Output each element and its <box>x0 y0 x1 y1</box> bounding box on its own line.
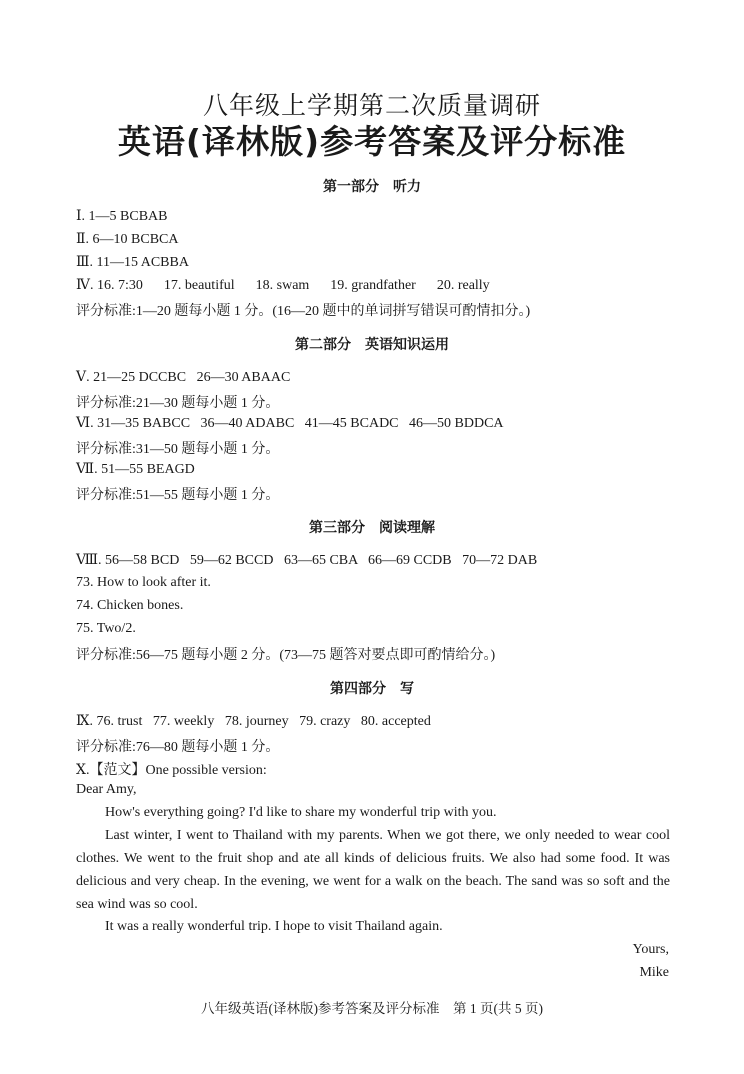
essay-paragraph: Last winter, I went to Thailand with my parents. When we got there, we only needed to wear cool clothes. We went to the fruit shop and ate all kinds of delicious fruits. We also had some food. It was delicious and very cheap. In the evening, we went for a walk on the beach. The sand was so soft and the sea wind was so cool. <box>76 828 670 912</box>
answer-line: Ⅳ. 16. 7:30 17. beautiful 18. swam 19. grandfather 20. really <box>76 278 490 293</box>
answer-line: 73. How to look after it. <box>76 575 211 590</box>
letter-closing: Yours, <box>632 942 669 957</box>
model-essay-label: Ⅹ.【范文】One possible version: <box>76 763 267 778</box>
answer-line: Ⅶ. 51—55 BEAGD <box>76 462 195 477</box>
document-title-line1: 八年级上学期第二次质量调研 <box>202 93 541 120</box>
page-footer: 八年级英语(译林版)参考答案及评分标准 第 1 页(共 5 页) <box>201 1001 543 1016</box>
letter-signature: Mike <box>639 965 669 980</box>
scoring-criteria: 评分标准:76—80 题每小题 1 分。 <box>76 740 280 755</box>
answer-line: Ⅲ. 11—15 ACBBA <box>76 255 189 270</box>
answer-line: Ⅱ. 6—10 BCBCA <box>76 232 179 247</box>
answer-line: 75. Two/2. <box>76 621 136 636</box>
answer-line: 74. Chicken bones. <box>76 598 184 613</box>
scoring-criteria: 评分标准:1—20 题每小题 1 分。(16—20 题中的单词拼写错误可酌情扣分。) <box>76 304 531 319</box>
answer-line: Ⅵ. 31—35 BABCC 36—40 ADABC 41—45 BCADC 46—50 BDDCA <box>76 416 504 431</box>
section-heading-writing: 第四部分 写 <box>330 681 414 697</box>
scoring-criteria: 评分标准:31—50 题每小题 1 分。 <box>76 442 280 457</box>
scoring-criteria: 评分标准:21—30 题每小题 1 分。 <box>76 396 280 411</box>
answer-line: Ⅰ. 1—5 BCBAB <box>76 209 168 224</box>
scoring-criteria: 评分标准:56—75 题每小题 2 分。(73—75 题答对要点即可酌情给分。) <box>76 648 496 663</box>
section-heading-language-use: 第二部分 英语知识运用 <box>295 337 449 353</box>
essay-paragraph: It was a really wonderful trip. I hope to visit Thailand again. <box>105 919 443 934</box>
section-heading-listening: 第一部分 听力 <box>323 179 421 195</box>
document-title-line2: 英语(译林版)参考答案及评分标准 <box>117 122 627 161</box>
section-heading-reading: 第三部分 阅读理解 <box>309 520 435 536</box>
essay-paragraph: How's everything going? I'd like to share my wonderful trip with you. <box>105 805 497 820</box>
letter-salutation: Dear Amy, <box>76 782 137 797</box>
answer-line: Ⅷ. 56—58 BCD 59—62 BCCD 63—65 CBA 66—69 CCDB 70—72 DAB <box>76 553 538 568</box>
answer-line: Ⅸ. 76. trust 77. weekly 78. journey 79. crazy 80. accepted <box>76 714 431 729</box>
answer-line: Ⅴ. 21—25 DCCBC 26—30 ABAAC <box>76 370 291 385</box>
scoring-criteria: 评分标准:51—55 题每小题 1 分。 <box>76 488 280 503</box>
